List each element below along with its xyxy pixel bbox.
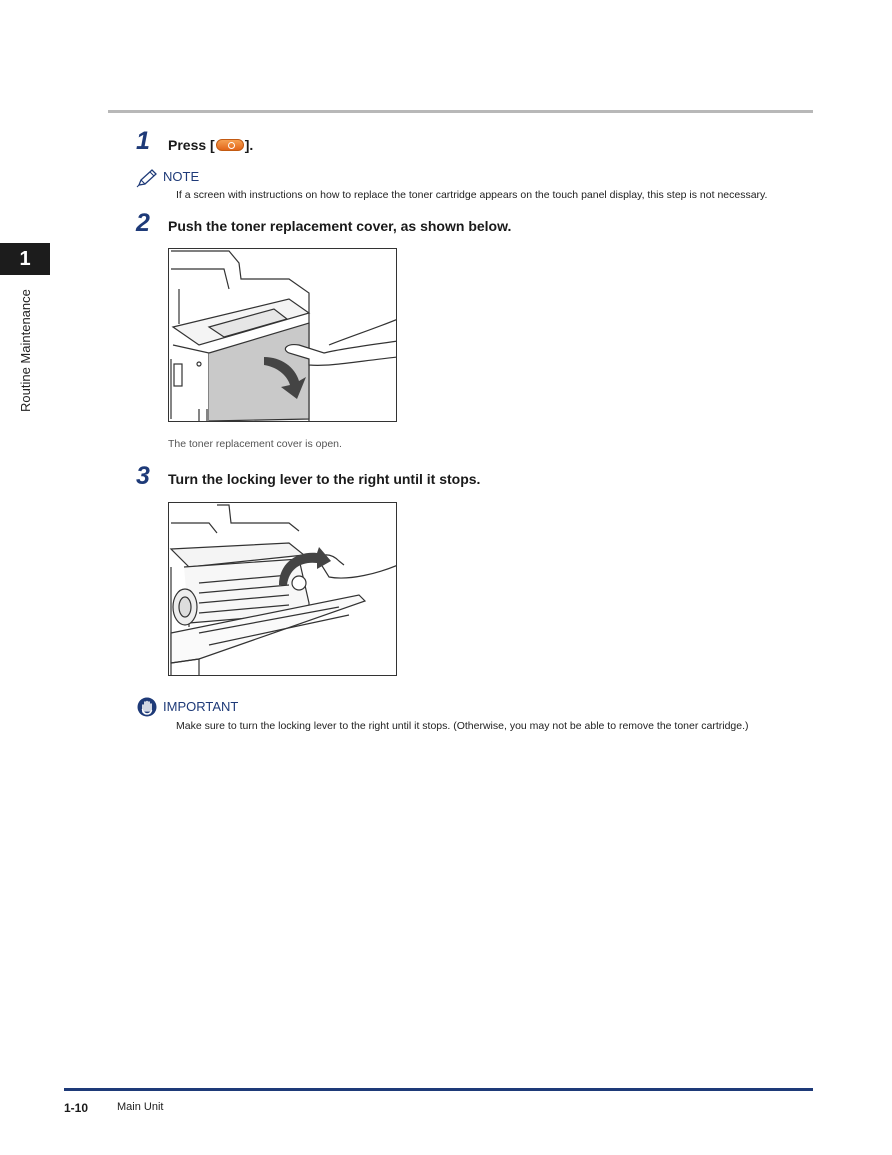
machine-illustration-2	[169, 503, 397, 676]
note-text: If a screen with instructions on how to replace the toner cartridge appears on the touch panel display, this step is not necessary.	[176, 189, 768, 201]
important-text: Make sure to turn the locking lever to the right until it stops. (Otherwise, you may not be able to remove the toner cartridge.)	[176, 720, 749, 732]
stop-hand-icon	[137, 697, 157, 717]
step-1-text-after: ].	[244, 137, 254, 153]
machine-illustration-1	[169, 249, 397, 422]
chapter-tab: 1	[0, 243, 50, 275]
step-1-text	[168, 137, 253, 153]
footer-section: Main Unit	[117, 1101, 164, 1113]
energy-saver-key-icon	[216, 139, 244, 151]
figure-turn-locking-lever	[168, 502, 397, 676]
page-number: 1-10	[64, 1101, 89, 1115]
step-3-text: Turn the locking lever to the right until it stops.	[168, 471, 481, 487]
step-2-text: Push the toner replacement cover, as shown below.	[168, 218, 512, 234]
step-1-number: 1	[136, 127, 150, 155]
figure-1-caption: The toner replacement cover is open.	[168, 438, 342, 450]
footer-rule	[64, 1088, 813, 1091]
chapter-title: Routine Maintenance	[18, 289, 33, 412]
step-3-number: 3	[136, 462, 150, 490]
figure-push-toner-cover	[168, 248, 397, 422]
step-1-text-before: Press [	[168, 137, 215, 153]
pencil-icon	[136, 168, 158, 188]
header-rule	[108, 110, 813, 113]
note-title: NOTE	[163, 169, 200, 184]
chapter-title-vertical	[18, 289, 38, 552]
step-2-number: 2	[136, 209, 150, 237]
important-title: IMPORTANT	[163, 699, 239, 714]
